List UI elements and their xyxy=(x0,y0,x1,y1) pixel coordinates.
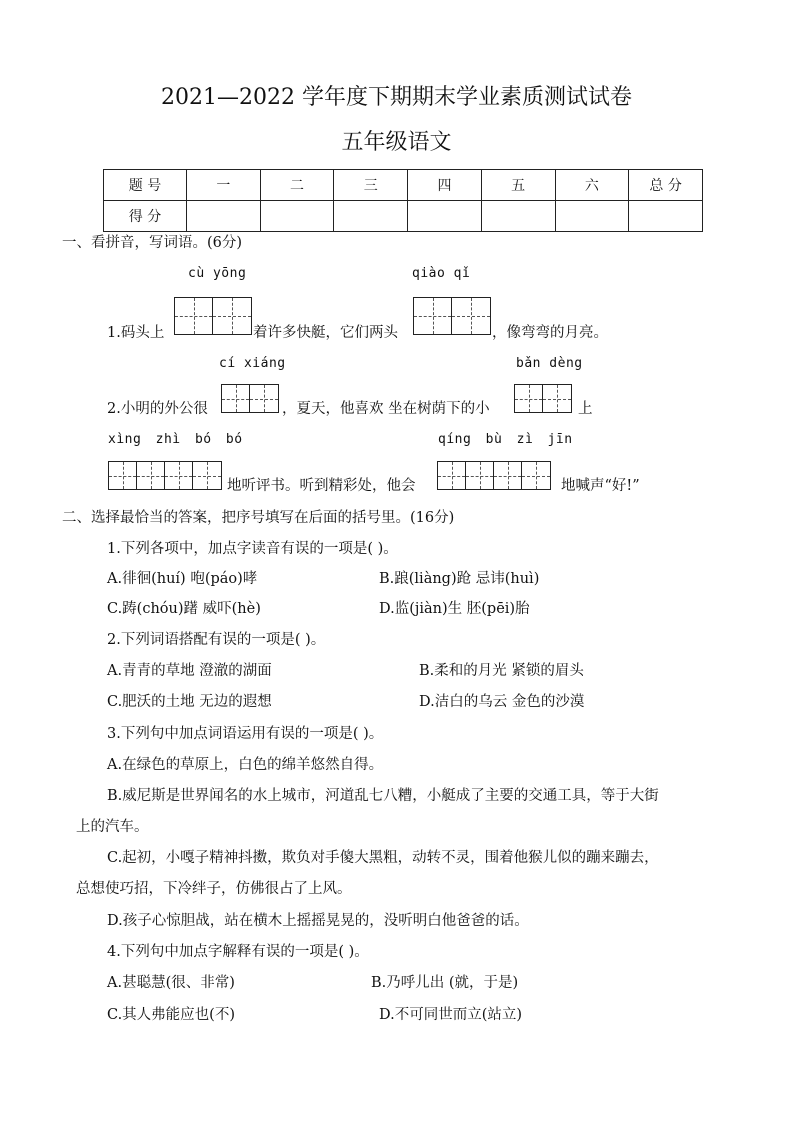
writing-grid[interactable] xyxy=(413,297,491,335)
option-c[interactable]: C.踌(chóu)躇 威吓(hè) xyxy=(107,601,261,617)
score-header-cell: 三 xyxy=(334,170,408,201)
question-text: 上 xyxy=(578,401,593,417)
pinyin-label: cù yōng xyxy=(188,266,247,281)
pinyin-label: qíng bù zì jīn xyxy=(438,432,573,447)
pinyin-label: xìng zhì bó bó xyxy=(108,432,243,447)
score-header-cell: 五 xyxy=(481,170,555,201)
score-header-cell: 二 xyxy=(260,170,334,201)
option-a[interactable]: A.青青的草地 澄澈的湖面 xyxy=(107,663,272,679)
option-b-continued[interactable]: 上的汽车。 xyxy=(76,819,149,835)
option-d[interactable]: D.监(jiàn)生 胚(pēi)胎 xyxy=(379,601,530,617)
score-input-cell[interactable] xyxy=(187,201,261,232)
option-b[interactable]: B.乃呼儿出 (就，于是) xyxy=(371,975,519,991)
question-text: 地听评书。听到精彩处，他会 xyxy=(227,478,416,494)
question-text: ，像弯弯的月亮。 xyxy=(492,325,608,341)
score-header-cell: 一 xyxy=(187,170,261,201)
score-table xyxy=(103,169,703,232)
question-text: 着许多快艇，它们两头 xyxy=(253,325,398,341)
writing-cell[interactable] xyxy=(515,385,543,412)
option-a[interactable]: A.甚聪慧(很、非常) xyxy=(107,975,235,991)
exam-title: 2021—2022 学年度下期期末学业素质测试试卷 xyxy=(161,85,632,110)
option-c-continued[interactable]: 总想使巧招，下冷绊子，仿佛很占了上风。 xyxy=(76,881,352,897)
writing-cell[interactable] xyxy=(250,385,278,412)
writing-grid[interactable] xyxy=(437,461,551,490)
option-c[interactable]: C.起初，小嘎子精神抖擞，欺负对手傻大黑粗，动转不灵，围着他猴儿似的蹦来蹦去， xyxy=(107,850,659,866)
question-text: ，夏天，他喜欢 坐在树荫下的小 xyxy=(282,401,490,417)
writing-grid[interactable] xyxy=(108,461,222,490)
option-a[interactable]: A.徘徊(huí) 咆(páo)哮 xyxy=(107,571,258,587)
pinyin-label: cí xiáng xyxy=(219,356,286,371)
question-text: 地喊声“好!” xyxy=(561,478,640,494)
section2-heading: 二、选择最恰当的答案，把序号填写在后面的括号里。(16分) xyxy=(62,510,455,526)
exam-subtitle: 五年级语文 xyxy=(341,130,452,155)
question-stem: 4.下列句中加点字解释有误的一项是( )。 xyxy=(107,944,369,960)
writing-cell[interactable] xyxy=(414,298,452,334)
writing-cell[interactable] xyxy=(438,462,466,489)
score-table-header-row xyxy=(104,170,703,201)
writing-cell[interactable] xyxy=(109,462,137,489)
writing-cell[interactable] xyxy=(494,462,522,489)
question-stem: 2.下列词语搭配有误的一项是( )。 xyxy=(107,632,326,648)
writing-cell[interactable] xyxy=(522,462,550,489)
option-b[interactable]: B.柔和的月光 紧锁的眉头 xyxy=(419,663,584,679)
option-d[interactable]: D.洁白的乌云 金色的沙漠 xyxy=(419,694,585,710)
score-input-cell[interactable] xyxy=(260,201,334,232)
section1-heading: 一、看拼音，写词语。(6分) xyxy=(62,235,243,251)
writing-cell[interactable] xyxy=(175,298,213,334)
option-c[interactable]: C.肥沃的土地 无边的遐想 xyxy=(107,694,272,710)
option-d[interactable]: D.不可同世而立(站立) xyxy=(379,1007,523,1023)
score-header-cell: 四 xyxy=(408,170,482,201)
writing-cell[interactable] xyxy=(213,298,251,334)
writing-cell[interactable] xyxy=(466,462,494,489)
question-text: 1.码头上 xyxy=(107,325,165,341)
option-b[interactable]: B.踉(liàng)跄 忌讳(huì) xyxy=(379,571,540,587)
score-header-cell: 题 号 xyxy=(104,170,187,201)
option-a[interactable]: A.在绿色的草原上，白色的绵羊悠然自得。 xyxy=(107,757,384,773)
option-b[interactable]: B.威尼斯是世界闻名的水上城市，河道乱七八糟，小艇成了主要的交通工具，等于大街 xyxy=(107,788,659,804)
pinyin-label: bǎn dèng xyxy=(516,356,583,371)
score-input-cell[interactable] xyxy=(629,201,703,232)
writing-cell[interactable] xyxy=(193,462,221,489)
score-table-score-row xyxy=(104,201,703,232)
writing-cell[interactable] xyxy=(137,462,165,489)
writing-cell[interactable] xyxy=(452,298,490,334)
score-input-cell[interactable] xyxy=(555,201,629,232)
writing-cell[interactable] xyxy=(543,385,571,412)
score-row-label: 得 分 xyxy=(104,201,187,232)
question-text: 2.小明的外公很 xyxy=(107,401,208,417)
writing-cell[interactable] xyxy=(222,385,250,412)
option-c[interactable]: C.其人弗能应也(不) xyxy=(107,1007,236,1023)
writing-grid[interactable] xyxy=(221,384,279,413)
score-input-cell[interactable] xyxy=(408,201,482,232)
score-header-cell: 总 分 xyxy=(629,170,703,201)
score-header-cell: 六 xyxy=(555,170,629,201)
writing-grid[interactable] xyxy=(514,384,572,413)
writing-cell[interactable] xyxy=(165,462,193,489)
question-stem: 3.下列句中加点词语运用有误的一项是( )。 xyxy=(107,726,384,742)
option-d[interactable]: D.孩子心惊胆战，站在横木上摇摇晃晃的，没听明白他爸爸的话。 xyxy=(107,913,529,929)
score-input-cell[interactable] xyxy=(334,201,408,232)
writing-grid[interactable] xyxy=(174,297,252,335)
pinyin-label: qiào qǐ xyxy=(412,266,471,281)
question-stem: 1.下列各项中，加点字读音有误的一项是( )。 xyxy=(107,541,398,557)
score-input-cell[interactable] xyxy=(481,201,555,232)
